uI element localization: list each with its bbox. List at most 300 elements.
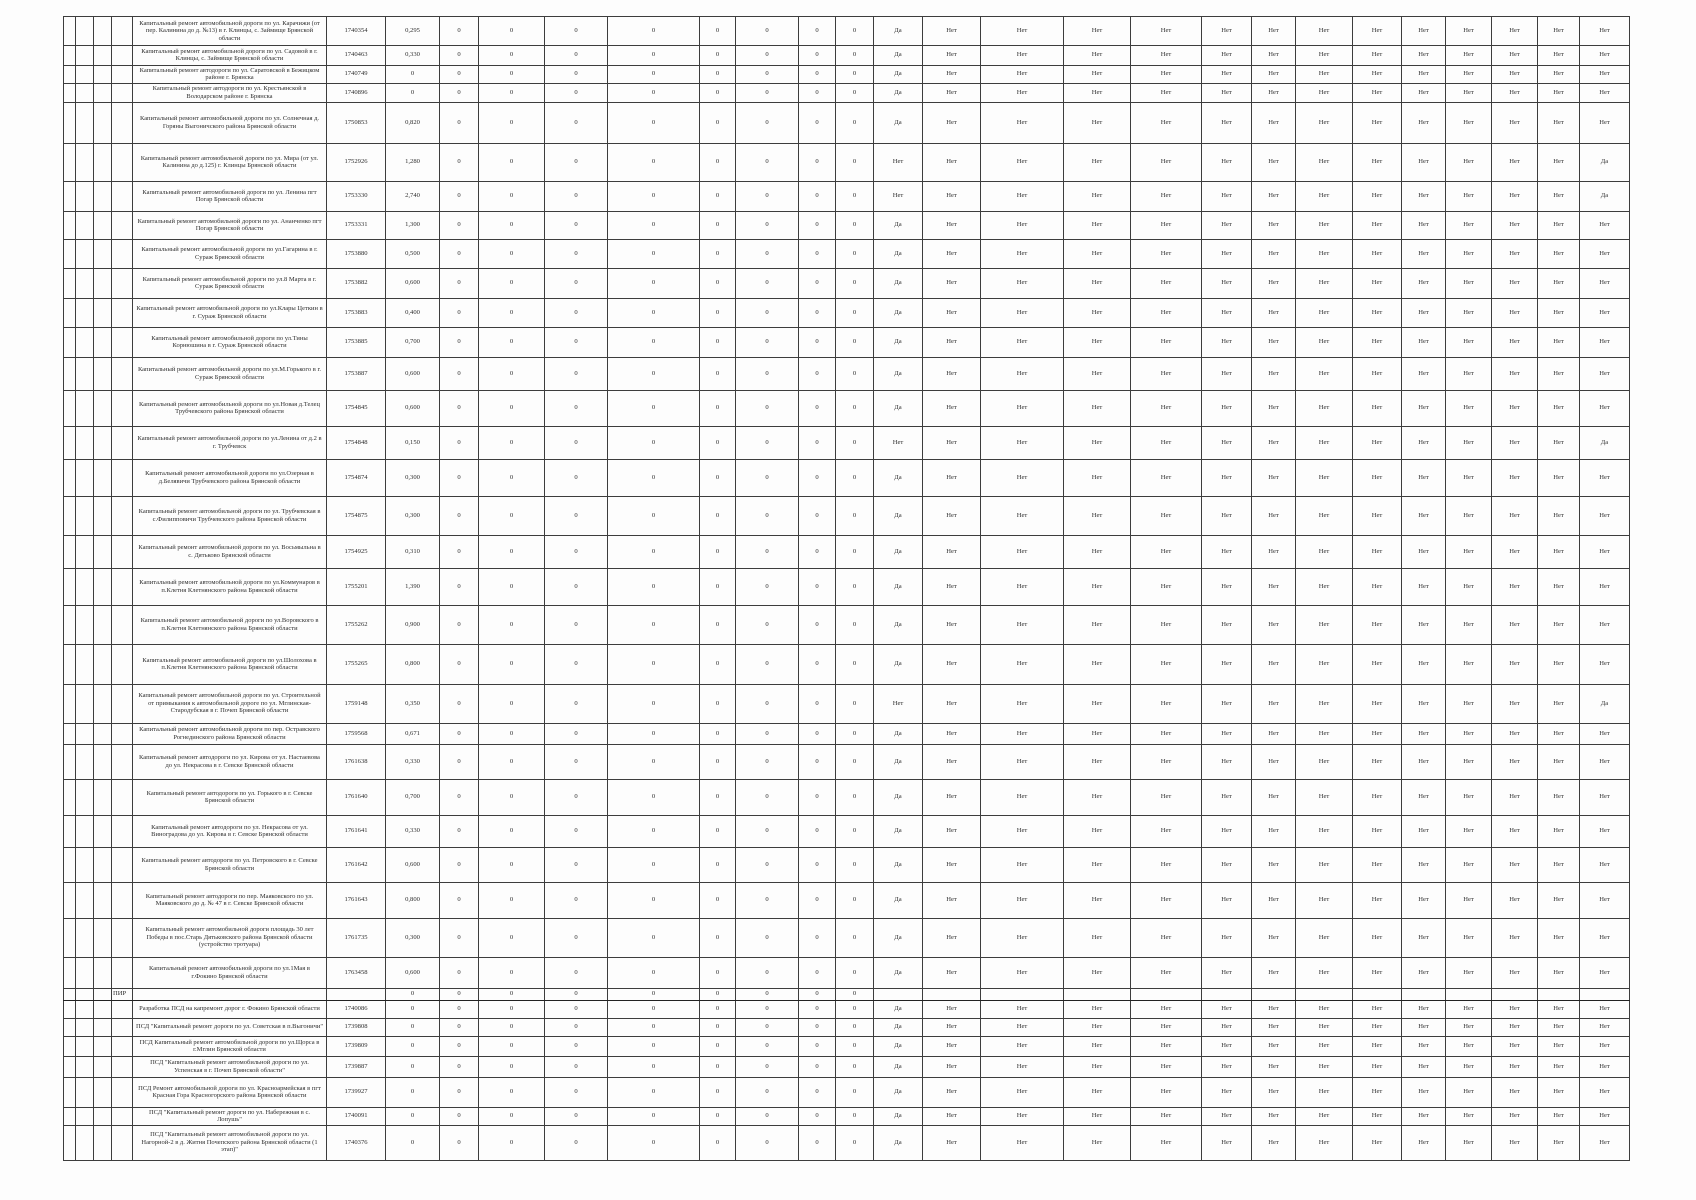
- index-cell: [64, 535, 76, 568]
- table-row: [64, 239, 1630, 268]
- zero-value-cell: [700, 988, 736, 1000]
- index-cell: [112, 1000, 133, 1018]
- flag-value-cell: [1064, 298, 1131, 327]
- flag-value-cell: [981, 65, 1064, 83]
- zero-value-cell: [440, 988, 479, 1000]
- flag-value-cell: [1252, 239, 1296, 268]
- flag-value-cell: [1296, 390, 1353, 426]
- zero-value-cell: [700, 268, 736, 298]
- zero-value-cell: [545, 535, 608, 568]
- zero-value-cell: [479, 918, 545, 957]
- zero-value-cell: [700, 684, 736, 723]
- flag-value-text: Нет: [1509, 1138, 1520, 1146]
- index-text: [64, 569, 75, 605]
- index-text: [94, 84, 111, 102]
- flag-value-cell: [1446, 1056, 1492, 1077]
- flag-value-cell: [1131, 65, 1202, 83]
- flag-value-cell: [1202, 390, 1252, 426]
- index-text: [112, 883, 132, 918]
- flag-value-text: Да: [894, 582, 902, 590]
- flag-value-cell: [1131, 779, 1202, 815]
- flag-value-text: Нет: [1463, 1023, 1474, 1031]
- zero-value-text: 0: [852, 249, 857, 257]
- flag-value-cell: [981, 143, 1064, 181]
- index-cell: [76, 1056, 94, 1077]
- zero-value-cell: [700, 644, 736, 684]
- zero-value-text: 0: [765, 1023, 769, 1031]
- table-row: [64, 1018, 1630, 1036]
- index-cell: [94, 744, 112, 779]
- length-value-text: 0,330: [405, 827, 420, 835]
- flag-value-cell: [981, 1077, 1064, 1107]
- flag-value-text: Нет: [1371, 1042, 1383, 1050]
- flag-value-cell: [1131, 357, 1202, 390]
- flag-value-cell: [981, 815, 1064, 847]
- zero-value-cell: [479, 143, 545, 181]
- flag-value-cell: [1252, 723, 1296, 744]
- zero-value-text: 0: [574, 438, 578, 446]
- zero-value-cell: [700, 815, 736, 847]
- zero-value-text: 0: [509, 860, 514, 868]
- index-text: [76, 212, 93, 239]
- description-cell: [133, 1036, 327, 1056]
- zero-value-text: 0: [509, 582, 514, 590]
- flag-value-cell: [874, 1036, 923, 1056]
- zero-value-cell: [736, 815, 799, 847]
- zero-value-cell: [836, 1077, 874, 1107]
- index-cell: [94, 1056, 112, 1077]
- zero-value-text: 0: [815, 968, 819, 976]
- zero-value-cell: [479, 496, 545, 535]
- zero-value-text: 0: [715, 620, 720, 628]
- flag-value-text: Нет: [1371, 793, 1383, 801]
- flag-value-cell: [1131, 83, 1202, 102]
- zero-value-cell: [479, 17, 545, 46]
- flag-value-cell: [1446, 327, 1492, 357]
- description-cell: [133, 211, 327, 239]
- zero-value-text: 0: [852, 88, 857, 96]
- flag-value-cell: [1131, 605, 1202, 644]
- zero-value-cell: [479, 988, 545, 1000]
- zero-value-cell: [700, 65, 736, 83]
- flag-value-text: Нет: [1509, 473, 1520, 481]
- length-value-cell: [386, 1125, 440, 1160]
- description-text: [133, 989, 326, 1000]
- index-cell: [94, 957, 112, 988]
- section-label-text: ПИР: [113, 990, 127, 998]
- table-row: [64, 605, 1630, 644]
- flag-value-cell: [923, 847, 981, 882]
- flag-value-cell: [1492, 211, 1538, 239]
- index-text: [112, 46, 132, 65]
- index-text: [76, 497, 93, 535]
- index-cell: [64, 298, 76, 327]
- index-text: [94, 1001, 111, 1018]
- flag-value-text: Нет: [1318, 1138, 1330, 1146]
- zero-value-cell: [608, 143, 700, 181]
- flag-value-cell: [1131, 298, 1202, 327]
- zero-value-cell: [479, 298, 545, 327]
- flag-value-cell: [1492, 779, 1538, 815]
- flag-value-cell: [1402, 1077, 1446, 1107]
- zero-value-cell: [545, 815, 608, 847]
- flag-value-text: Нет: [1318, 1112, 1330, 1120]
- length-value-text: 0: [410, 1138, 415, 1146]
- flag-value-text: Нет: [1160, 473, 1172, 481]
- zero-value-cell: [479, 357, 545, 390]
- flag-value-text: Нет: [1268, 547, 1279, 555]
- flag-value-text: Нет: [1016, 279, 1028, 287]
- flag-value-text: Нет: [1418, 729, 1429, 737]
- flag-value-cell: [1252, 918, 1296, 957]
- index-text: [94, 1057, 111, 1077]
- zero-value-text: 0: [765, 369, 769, 377]
- zero-value-text: 0: [765, 699, 769, 707]
- index-text: [64, 919, 75, 957]
- zero-value-text: 0: [574, 221, 578, 229]
- index-cell: [76, 1000, 94, 1018]
- index-cell: [94, 211, 112, 239]
- index-cell: [76, 1018, 94, 1036]
- zero-value-cell: [545, 45, 608, 65]
- flag-value-text: Нет: [1221, 249, 1232, 257]
- flag-value-cell: [1252, 45, 1296, 65]
- index-text: [94, 745, 111, 779]
- zero-value-text: 0: [715, 1042, 720, 1050]
- flag-value-text: Нет: [1509, 88, 1520, 96]
- description-text: Капитальный ремонт автомобильной дороги по ул.Коммунаров в п.Клетня Клетнянского района Брянской области: [139, 579, 320, 594]
- flag-value-text: Нет: [1509, 338, 1520, 346]
- flag-value-text: Нет: [1160, 793, 1172, 801]
- flag-value-cell: [1580, 779, 1630, 815]
- flag-value-text: Нет: [946, 26, 957, 34]
- zero-value-cell: [479, 327, 545, 357]
- zero-value-text: 0: [509, 990, 514, 998]
- zero-value-cell: [608, 211, 700, 239]
- zero-value-cell: [608, 644, 700, 684]
- zero-value-text: 0: [715, 827, 720, 835]
- index-text: [112, 497, 132, 535]
- zero-value-text: 0: [457, 620, 461, 628]
- index-text: [64, 46, 75, 65]
- flag-value-text: Нет: [1463, 438, 1474, 446]
- zero-value-cell: [700, 1000, 736, 1018]
- code-text: 1740749: [344, 70, 368, 78]
- index-cell: [94, 723, 112, 744]
- flag-value-text: Нет: [1371, 860, 1383, 868]
- flag-value-text: Нет: [1221, 70, 1232, 78]
- index-cell: [76, 1125, 94, 1160]
- zero-value-text: 0: [457, 51, 461, 59]
- flag-value-cell: [1252, 1107, 1296, 1125]
- flag-value-text: Нет: [1016, 660, 1028, 668]
- flag-value-cell: [1064, 847, 1131, 882]
- description-cell: [133, 459, 327, 496]
- zero-value-text: 0: [651, 827, 656, 835]
- zero-value-text: 0: [715, 933, 720, 941]
- description-text: Капитальный ремонт автомобильной дороги по ул. Солнечная д. Горяны Выгоничского района Брянской области: [139, 115, 320, 130]
- zero-value-text: 0: [852, 729, 857, 737]
- flag-value-text: Нет: [1599, 118, 1610, 126]
- flag-value-text: Да: [894, 729, 902, 737]
- flag-value-text: Нет: [1221, 620, 1232, 628]
- flag-value-cell: [874, 1077, 923, 1107]
- index-cell: [94, 1018, 112, 1036]
- index-text: [112, 606, 132, 644]
- zero-value-cell: [479, 882, 545, 918]
- flag-value-text: Нет: [1463, 860, 1474, 868]
- index-text: [76, 958, 93, 988]
- zero-value-cell: [545, 211, 608, 239]
- description-cell: [133, 988, 327, 1000]
- flag-value-cell: [1492, 847, 1538, 882]
- zero-value-cell: [836, 957, 874, 988]
- flag-value-text: Нет: [1599, 26, 1610, 34]
- index-text: [112, 460, 132, 496]
- flag-value-cell: [1296, 1036, 1353, 1056]
- index-text: [112, 1126, 132, 1160]
- flag-value-cell: [1064, 1000, 1131, 1018]
- index-cell: [94, 143, 112, 181]
- zero-value-cell: [799, 1036, 836, 1056]
- length-value-text: 0,300: [405, 933, 420, 941]
- flag-value-text: Нет: [1509, 511, 1520, 519]
- index-cell: [94, 1125, 112, 1160]
- flag-value-cell: [1492, 239, 1538, 268]
- zero-value-cell: [479, 102, 545, 143]
- flag-value-text: Нет: [1318, 793, 1330, 801]
- flag-value-text: Нет: [892, 438, 904, 446]
- flag-value-text: Да: [1600, 438, 1609, 446]
- flag-value-text: Нет: [1160, 158, 1172, 166]
- flag-value-text: Нет: [1268, 1138, 1279, 1146]
- index-cell: [76, 268, 94, 298]
- flag-value-cell: [1296, 957, 1353, 988]
- flag-value-text: Нет: [1016, 118, 1028, 126]
- flag-value-text: Нет: [1318, 473, 1330, 481]
- index-text: [64, 989, 75, 1000]
- zero-value-cell: [799, 181, 836, 211]
- flag-value-cell: [1580, 102, 1630, 143]
- flag-value-text: Нет: [1599, 1088, 1610, 1096]
- zero-value-text: 0: [509, 1138, 514, 1146]
- index-cell: [112, 426, 133, 459]
- index-cell: [76, 143, 94, 181]
- flag-value-cell: [1353, 459, 1402, 496]
- zero-value-text: 0: [852, 620, 857, 628]
- flag-value-text: Нет: [1016, 968, 1028, 976]
- index-cell: [64, 568, 76, 605]
- zero-value-text: 0: [457, 221, 461, 229]
- index-cell: [64, 1056, 76, 1077]
- zero-value-text: 0: [815, 1062, 819, 1070]
- zero-value-cell: [700, 1077, 736, 1107]
- flag-value-cell: [1252, 605, 1296, 644]
- flag-value-text: Нет: [1553, 51, 1564, 59]
- index-text: [76, 606, 93, 644]
- zero-value-text: 0: [457, 308, 461, 316]
- zero-value-cell: [479, 644, 545, 684]
- flag-value-cell: [1252, 268, 1296, 298]
- flag-value-text: Нет: [946, 1062, 957, 1070]
- zero-value-cell: [608, 268, 700, 298]
- flag-value-cell: [1353, 83, 1402, 102]
- flag-value-text: Нет: [1221, 26, 1232, 34]
- zero-value-cell: [700, 1056, 736, 1077]
- flag-value-text: Нет: [1160, 896, 1172, 904]
- flag-value-text: Нет: [1016, 192, 1028, 200]
- flag-value-cell: [981, 268, 1064, 298]
- flag-value-cell: [1538, 779, 1580, 815]
- index-cell: [94, 535, 112, 568]
- index-text: [112, 17, 132, 45]
- flag-value-text: Нет: [1016, 51, 1028, 59]
- flag-value-cell: [1064, 102, 1131, 143]
- zero-value-text: 0: [715, 221, 720, 229]
- flag-value-text: Нет: [1553, 369, 1564, 377]
- code-cell: [327, 1125, 386, 1160]
- index-text: [64, 358, 75, 390]
- zero-value-text: 0: [651, 1062, 656, 1070]
- flag-value-cell: [1202, 268, 1252, 298]
- flag-value-text: Нет: [1091, 26, 1103, 34]
- flag-value-cell: [1353, 181, 1402, 211]
- zero-value-cell: [799, 605, 836, 644]
- length-value-cell: [386, 779, 440, 815]
- flag-value-cell: [1538, 45, 1580, 65]
- flag-value-cell: [1580, 65, 1630, 83]
- flag-value-text: Нет: [1463, 827, 1474, 835]
- zero-value-text: 0: [651, 1138, 656, 1146]
- flag-value-text: Нет: [1160, 51, 1172, 59]
- flag-value-text: Нет: [946, 933, 957, 941]
- code-cell: [327, 847, 386, 882]
- zero-value-text: 0: [852, 827, 857, 835]
- flag-value-text: Нет: [1268, 338, 1279, 346]
- flag-value-cell: [923, 426, 981, 459]
- flag-value-cell: [981, 102, 1064, 143]
- flag-value-cell: [923, 1018, 981, 1036]
- flag-value-cell: [1580, 1107, 1630, 1125]
- flag-value-text: Нет: [1418, 699, 1429, 707]
- flag-value-text: Нет: [1091, 757, 1103, 765]
- flag-value-cell: [1202, 102, 1252, 143]
- index-cell: [112, 744, 133, 779]
- zero-value-text: 0: [457, 192, 461, 200]
- index-text: [64, 144, 75, 181]
- flag-value-text: Нет: [1016, 26, 1028, 34]
- flag-value-cell: [1446, 83, 1492, 102]
- flag-value-text: Нет: [1418, 51, 1429, 59]
- index-text: [76, 182, 93, 211]
- flag-value-text: Нет: [1371, 369, 1383, 377]
- index-text: [64, 212, 75, 239]
- zero-value-cell: [479, 181, 545, 211]
- zero-value-cell: [479, 390, 545, 426]
- zero-value-text: 0: [715, 511, 720, 519]
- zero-value-text: 0: [815, 88, 819, 96]
- index-cell: [112, 211, 133, 239]
- zero-value-cell: [440, 957, 479, 988]
- flag-value-text: Нет: [1553, 933, 1564, 941]
- index-text: [94, 328, 111, 357]
- flag-value-cell: [1580, 847, 1630, 882]
- table-row: [64, 143, 1630, 181]
- index-cell: [94, 684, 112, 723]
- length-value-text: 1,390: [405, 582, 420, 590]
- flag-value-cell: [981, 357, 1064, 390]
- flag-value-cell: [981, 918, 1064, 957]
- index-cell: [112, 1018, 133, 1036]
- zero-value-text: 0: [457, 338, 461, 346]
- index-cell: [94, 779, 112, 815]
- flag-value-text: Да: [1600, 699, 1609, 707]
- flag-value-text: Нет: [1221, 699, 1232, 707]
- index-cell: [94, 496, 112, 535]
- zero-value-text: 0: [765, 26, 769, 34]
- flag-value-cell: [1538, 17, 1580, 46]
- index-cell: [76, 298, 94, 327]
- zero-value-text: 0: [815, 1005, 819, 1013]
- flag-value-text: Нет: [1221, 1023, 1232, 1031]
- index-text: [94, 427, 111, 459]
- flag-value-cell: [1296, 568, 1353, 605]
- zero-value-text: 0: [765, 620, 769, 628]
- flag-value-cell: [1064, 918, 1131, 957]
- flag-value-cell: [1252, 143, 1296, 181]
- zero-value-text: 0: [715, 757, 720, 765]
- flag-value-text: Нет: [1509, 70, 1520, 78]
- zero-value-text: 0: [852, 279, 857, 287]
- code-text: 1740896: [344, 88, 368, 96]
- flag-value-text: Нет: [1371, 338, 1383, 346]
- zero-value-cell: [700, 426, 736, 459]
- flag-value-text: Нет: [1371, 308, 1383, 316]
- zero-value-text: 0: [815, 1042, 819, 1050]
- flag-value-cell: [1131, 1018, 1202, 1036]
- flag-value-cell: [1580, 744, 1630, 779]
- index-text: [94, 569, 111, 605]
- index-cell: [64, 1000, 76, 1018]
- flag-value-cell: [1446, 605, 1492, 644]
- flag-value-text: Нет: [1318, 249, 1330, 257]
- flag-value-text: Нет: [946, 793, 957, 801]
- code-text: 1759568: [344, 729, 368, 737]
- zero-value-text: 0: [509, 620, 514, 628]
- length-value-cell: [386, 143, 440, 181]
- flag-value-text: Нет: [1160, 338, 1172, 346]
- zero-value-text: 0: [715, 473, 720, 481]
- zero-value-text: 0: [715, 158, 720, 166]
- flag-value-text: Да: [894, 338, 902, 346]
- zero-value-text: 0: [574, 757, 578, 765]
- zero-value-text: 0: [509, 26, 514, 34]
- zero-value-text: 0: [457, 547, 461, 555]
- index-text: [112, 685, 132, 723]
- index-cell: [64, 65, 76, 83]
- flag-value-cell: [1402, 268, 1446, 298]
- flag-value-cell: [981, 83, 1064, 102]
- flag-value-cell: [1353, 357, 1402, 390]
- index-text: [64, 883, 75, 918]
- flag-value-cell: [981, 239, 1064, 268]
- zero-value-cell: [736, 143, 799, 181]
- length-value-cell: [386, 459, 440, 496]
- length-value-cell: [386, 268, 440, 298]
- index-cell: [76, 723, 94, 744]
- index-cell: [112, 568, 133, 605]
- zero-value-cell: [440, 535, 479, 568]
